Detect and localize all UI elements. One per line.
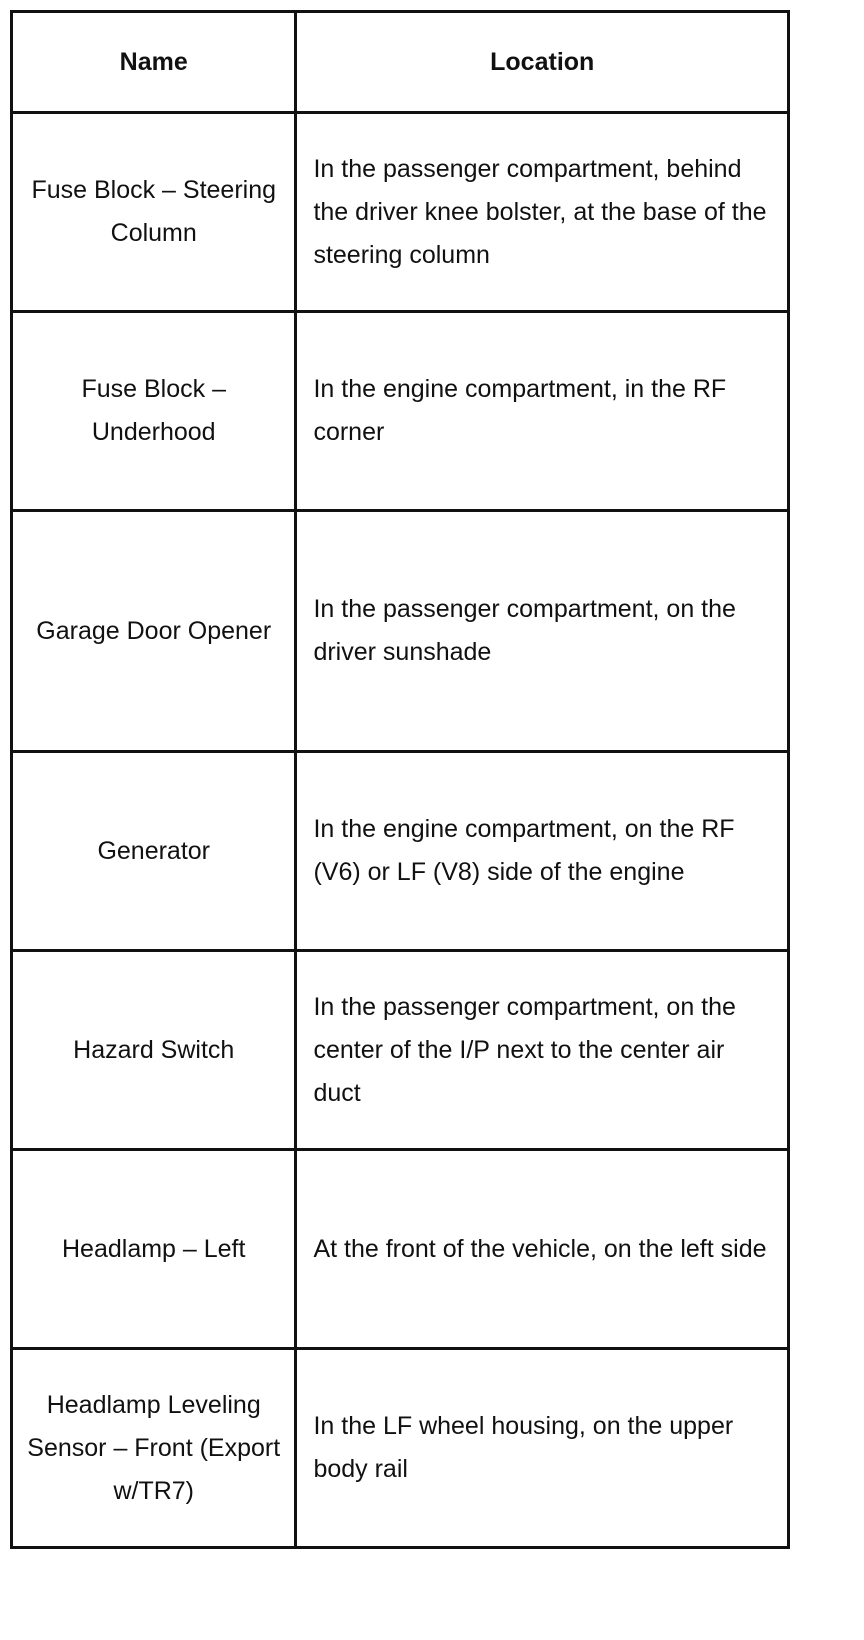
component-location: In the passenger compartment, behind the driver knee bolster, at the base of the steering column xyxy=(296,113,789,312)
component-name: Headlamp Leveling Sensor – Front (Export w/TR7) xyxy=(12,1349,296,1548)
component-location-table xyxy=(10,10,790,1549)
table-row xyxy=(12,113,789,312)
header-name: Name xyxy=(12,12,296,113)
table-row xyxy=(12,312,789,511)
component-name: Garage Door Opener xyxy=(12,511,296,752)
component-name: Hazard Switch xyxy=(12,951,296,1150)
component-name: Fuse Block – Steering Column xyxy=(12,113,296,312)
table-header-row xyxy=(12,12,789,113)
table-row xyxy=(12,511,789,752)
component-name: Headlamp – Left xyxy=(12,1150,296,1349)
component-location: In the passenger compartment, on the driver sunshade xyxy=(296,511,789,752)
table-row xyxy=(12,1349,789,1548)
table-row xyxy=(12,752,789,951)
component-location: In the engine compartment, on the RF (V6) or LF (V8) side of the engine xyxy=(296,752,789,951)
header-location: Location xyxy=(296,12,789,113)
table-row xyxy=(12,951,789,1150)
component-name: Fuse Block – Underhood xyxy=(12,312,296,511)
component-location: In the passenger compartment, on the center of the I/P next to the center air duct xyxy=(296,951,789,1150)
component-location: In the LF wheel housing, on the upper body rail xyxy=(296,1349,789,1548)
component-name: Generator xyxy=(12,752,296,951)
component-location: In the engine compartment, in the RF corner xyxy=(296,312,789,511)
table-row xyxy=(12,1150,789,1349)
component-location: At the front of the vehicle, on the left side xyxy=(296,1150,789,1349)
